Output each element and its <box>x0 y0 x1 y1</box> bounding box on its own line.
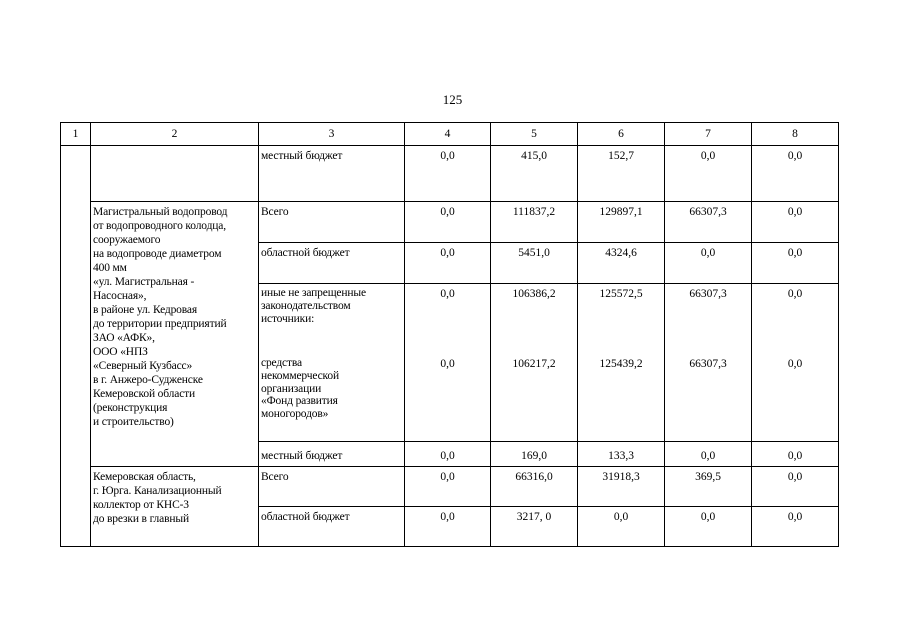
value-label: 0,0 <box>787 288 803 300</box>
budget-table <box>60 122 839 547</box>
value-label: 66307,3 <box>689 288 727 300</box>
value-label: 0,0 <box>440 358 455 370</box>
value-cell: 0,0 <box>405 146 491 202</box>
value-label: 125439,2 <box>599 358 643 370</box>
header-cell: 1 <box>61 123 91 146</box>
value-cell: 0,0 <box>405 507 491 547</box>
header-cell: 7 <box>665 123 752 146</box>
value-cell: 0,0 <box>665 243 752 284</box>
description-cell <box>91 146 259 202</box>
value-cell <box>665 284 752 442</box>
header-cell: 4 <box>405 123 491 146</box>
header-cell: 3 <box>259 123 405 146</box>
value-cell: 0,0 <box>752 202 839 243</box>
value-cell: 0,0 <box>405 202 491 243</box>
table-row <box>61 202 839 243</box>
value-cell: 0,0 <box>405 442 491 467</box>
value-label: 0,0 <box>440 288 455 300</box>
project-description: Магистральный водопровод от водопроводного колодца, сооружаемого на водопроводе диаметром 400 мм «ул. Магистральная - Насосная», в районе ул. Кедровая до территории предприятий ЗАО «АФК», ООО «НПЗ «Северный Кузбасс» в г. Анжеро-Судженске Кемеровской области (реконструкция и строительство) <box>91 202 259 467</box>
value-cell <box>578 284 665 442</box>
value-cell: 169,0 <box>491 442 578 467</box>
value-label: 125572,5 <box>599 288 643 300</box>
value-cell: 5451,0 <box>491 243 578 284</box>
table-row <box>61 146 839 202</box>
value-cell: 0,0 <box>665 442 752 467</box>
value-cell: 0,0 <box>405 467 491 507</box>
source-cell: Всего <box>259 202 405 243</box>
value-cell: 0,0 <box>752 507 839 547</box>
header-cell: 5 <box>491 123 578 146</box>
source-label: иные не запрещенные законодательством источники: <box>261 287 366 325</box>
value-cell <box>752 284 839 442</box>
header-cell: 6 <box>578 123 665 146</box>
value-cell: 0,0 <box>405 243 491 284</box>
table-row <box>61 467 839 507</box>
index-cell <box>61 146 91 547</box>
value-cell: 4324,6 <box>578 243 665 284</box>
value-cell: 0,0 <box>752 442 839 467</box>
header-cell: 2 <box>91 123 259 146</box>
value-cell: 66316,0 <box>491 467 578 507</box>
value-cell: 415,0 <box>491 146 578 202</box>
value-cell: 129897,1 <box>578 202 665 243</box>
project-description: Кемеровская область, г. Юрга. Канализационный коллектор от КНС-3 до врезки в главный <box>91 467 259 547</box>
value-label: 0,0 <box>787 358 803 370</box>
value-cell: 66307,3 <box>665 202 752 243</box>
source-cell: местный бюджет <box>259 146 405 202</box>
value-cell: 0,0 <box>752 467 839 507</box>
page-number: 125 <box>442 92 463 107</box>
value-cell: 0,0 <box>752 243 839 284</box>
value-cell: 0,0 <box>665 507 752 547</box>
value-cell: 111837,2 <box>491 202 578 243</box>
value-cell <box>405 284 491 442</box>
source-cell: Всего <box>259 467 405 507</box>
value-label: 106217,2 <box>512 358 556 370</box>
source-cell <box>259 284 405 442</box>
value-cell: 3217, 0 <box>491 507 578 547</box>
source-label: средства некоммерческой организации «Фонд развития моногородов» <box>261 357 340 421</box>
source-cell: областной бюджет <box>259 507 405 547</box>
value-label: 106386,2 <box>512 288 556 300</box>
header-cell: 8 <box>752 123 839 146</box>
value-cell: 152,7 <box>578 146 665 202</box>
value-cell: 31918,3 <box>578 467 665 507</box>
value-cell: 133,3 <box>578 442 665 467</box>
value-cell: 0,0 <box>665 146 752 202</box>
value-cell: 369,5 <box>665 467 752 507</box>
source-cell: областной бюджет <box>259 243 405 284</box>
value-cell: 0,0 <box>752 146 839 202</box>
table-header-row <box>61 123 839 146</box>
value-cell: 0,0 <box>578 507 665 547</box>
value-label: 66307,3 <box>689 358 727 370</box>
source-cell: местный бюджет <box>259 442 405 467</box>
value-cell <box>491 284 578 442</box>
